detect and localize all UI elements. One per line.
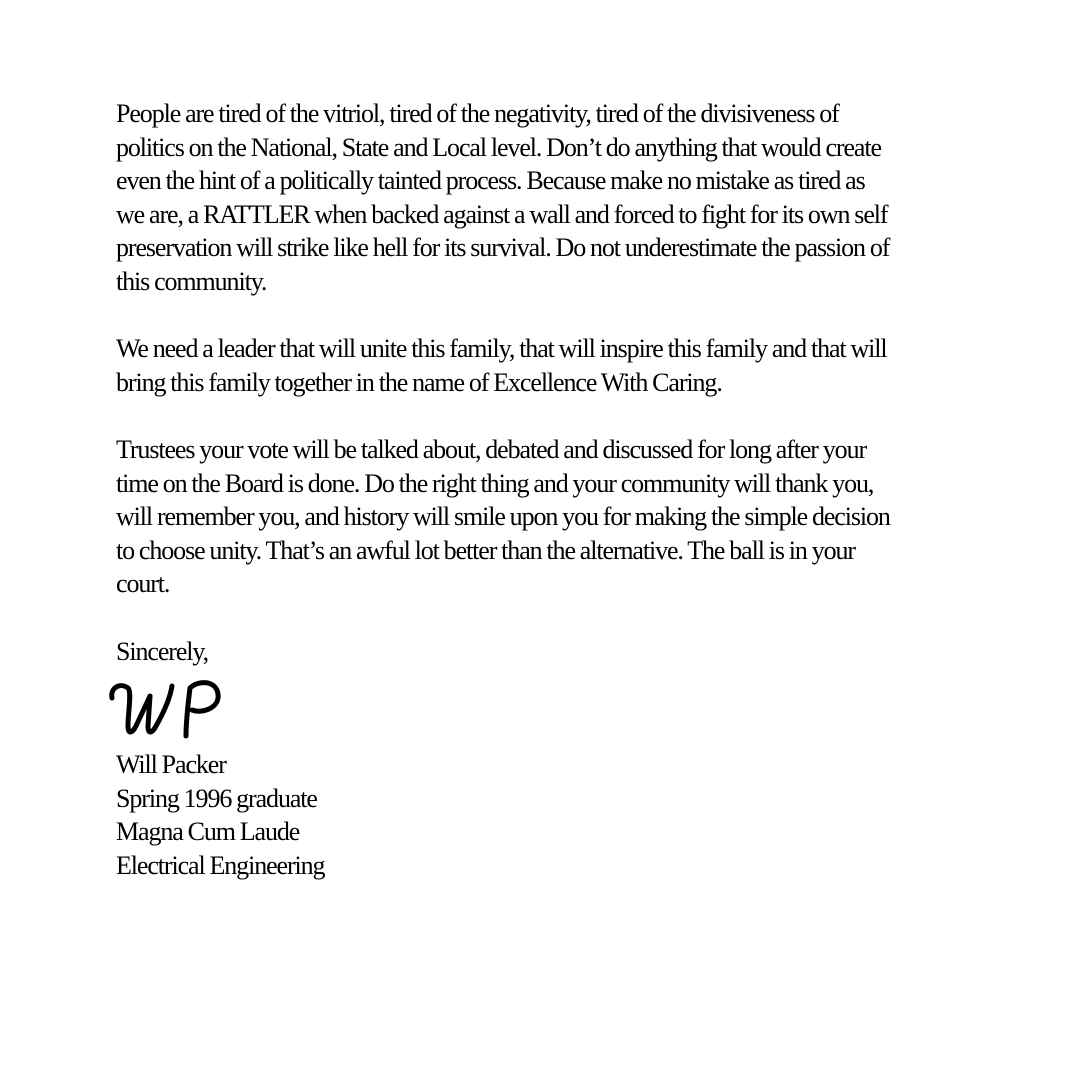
signer-major: Electrical Engineering — [116, 850, 325, 880]
letter-paragraph-1: People are tired of the vitriol, tired of the negativity, tired of the divisiveness of politics on the National, State and Local level. Don’t do anything that would create even the hint of a politically tainted process. Because make no mistake as tired as we are, a RATTLER when backed against a wall and forced to fight for its own self preservation will strike like hell for its survival. Do not underestimate the passion of this community. — [116, 99, 890, 296]
signature-stroke-p — [186, 683, 218, 736]
signature-stroke-w — [112, 686, 172, 732]
signature-initials-wp — [106, 674, 230, 744]
signer-graduation: Spring 1996 graduate — [116, 783, 317, 813]
signer-honors: Magna Cum Laude — [116, 817, 300, 847]
letter-paragraph-3: Trustees your vote will be talked about, debated and discussed for long after your time on the Board is done. Do the right thing and your community will thank you, will remember you, and history will smile upon you for making the simple decision to choose unity. That’s an awful lot better than the alternative. The ball is in your court. — [116, 434, 890, 599]
signer-name: Will Packer — [116, 750, 226, 780]
closing-salutation: Sincerely, — [116, 636, 208, 666]
letter-body — [116, 97, 946, 882]
letter-paragraph-2: We need a leader that will unite this family, that will inspire this family and that will bring this family together in the name of Excellence With Caring. — [116, 334, 887, 397]
signer-details — [116, 748, 946, 882]
